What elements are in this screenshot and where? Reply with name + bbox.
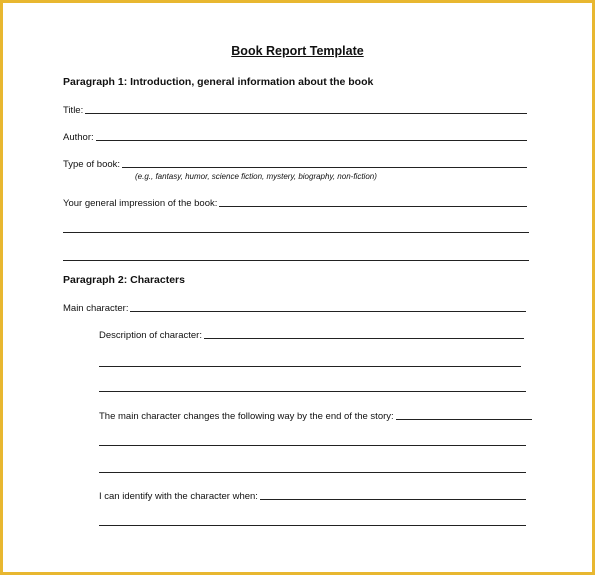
identify-blank-line-2[interactable] [99,525,526,526]
main-character-field[interactable] [63,300,526,314]
paragraph-1-heading: Paragraph 1: Introduction, general information about the book [63,76,374,88]
description-blank-line-2[interactable] [99,366,521,367]
author-label: Author: [63,132,94,143]
character-changes-blank-line[interactable] [396,409,532,420]
title-field[interactable] [63,102,527,116]
type-of-book-label: Type of book: [63,159,121,170]
type-of-book-blank-line[interactable] [122,157,527,168]
document-title: Book Report Template [231,44,364,58]
type-of-book-hint: (e.g., fantasy, humor, science fiction, mystery, biography, non-fiction) [135,172,377,181]
impression-blank-line[interactable] [219,196,527,207]
character-changes-field[interactable] [99,408,532,422]
type-of-book-field[interactable] [63,156,527,170]
main-character-blank-line[interactable] [130,301,526,312]
description-blank-line[interactable] [204,328,524,339]
impression-label: Your general impression of the book: [63,198,218,209]
character-changes-label: The main character changes the following way by the end of the story: [99,411,394,422]
character-changes-blank-line-3[interactable] [99,472,526,473]
identify-blank-line[interactable] [260,489,526,500]
title-blank-line[interactable] [85,103,527,114]
title-label: Title: [63,105,84,116]
impression-blank-line-2[interactable] [63,232,529,233]
description-blank-line-3[interactable] [99,391,526,392]
main-character-label: Main character: [63,303,129,314]
description-label: Description of character: [99,330,202,341]
character-changes-blank-line-2[interactable] [99,445,526,446]
paragraph-2-heading: Paragraph 2: Characters [63,274,185,286]
identify-label: I can identify with the character when: [99,491,258,502]
description-field[interactable] [99,327,524,341]
identify-field[interactable] [99,488,526,502]
author-blank-line[interactable] [96,130,527,141]
author-field[interactable] [63,129,527,143]
impression-blank-line-3[interactable] [63,260,529,261]
impression-field[interactable] [63,195,527,209]
